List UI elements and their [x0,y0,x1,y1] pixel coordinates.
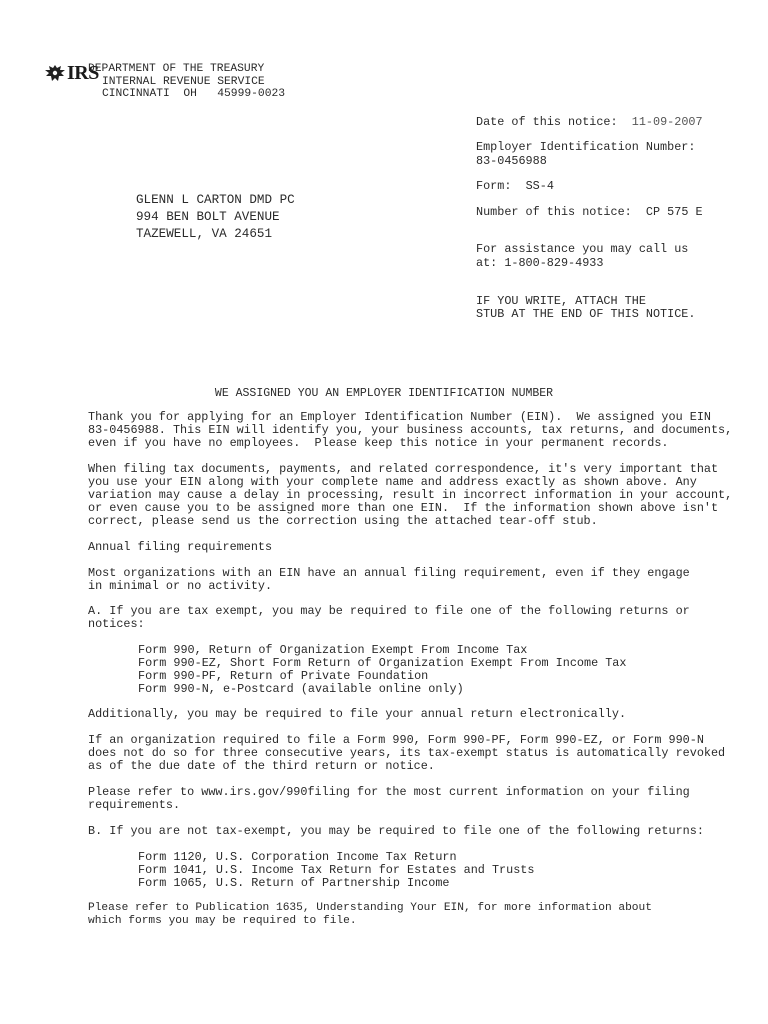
ein-label: Employer Identification Number: [476,140,696,154]
list-item: Form 1065, U.S. Return of Partnership Income [138,876,450,890]
paragraph-refer-990filing: Please refer to www.irs.gov/990filing for the most current information on your filing requirements. [88,785,690,812]
recipient-line: GLENN L CARTON DMD PC [136,193,295,207]
paragraph-electronic-filing: Additionally, you may be required to file your annual return electronically. [88,707,627,721]
eagle-icon [44,64,66,84]
paragraph-annual-requirement: Most organizations with an EIN have an annual filing requirement, even if they engage in minimal or no activity. [88,566,690,593]
recipient-line: TAZEWELL, VA 24651 [136,227,273,241]
list-exempt-forms [138,644,626,696]
section-heading-annual-filing: Annual filing requirements [88,540,273,554]
agency-line: DEPARTMENT OF THE TREASURY [88,63,265,75]
paragraph-use-ein: When filing tax documents, payments, and related correspondence, it's very important that you use your EIN along with your complete name and address exactly as shown above. Any variation may cause a delay in processing, result in incorrect information in your account, or even cause you to be assigned more than one EIN. If the information shown above isn't correct, please send us the correction using the attached tear-off stub. [88,462,733,528]
notice-date-label: Date of this notice: [476,115,618,129]
list-item: Form 990, Return of Organization Exempt From Income Tax [138,643,528,657]
agency-line: CINCINNATI OH 45999-0023 [102,88,286,100]
agency-line: INTERNAL REVENUE SERVICE [102,75,265,88]
paragraph-tax-exempt: A. If you are tax exempt, you may be required to file one of the following returns or notices: [88,604,690,631]
form-type [476,180,554,193]
form-value: SS-4 [525,179,554,193]
agency-address [88,63,285,101]
list-item: Form 990-EZ, Short Form Return of Organization Exempt From Income Tax [138,656,627,670]
paragraph-revocation: If an organization required to file a Form 990, Form 990-PF, Form 990-EZ, or Form 990-N does not do so for three consecutive years, its tax-exempt status is automatically revoked as of the due date of the third return or notice. [88,733,726,773]
paragraph-ein-assigned: Thank you for applying for an Employer Identification Number (EIN). We assigned you EIN 83-0456988. This EIN will identify you, your business accounts, tax returns, and documents, even if you have no employees. Please keep this notice in your permanent records. [88,410,733,450]
notice-number-value: CP 575 E [645,205,703,219]
assistance-line-2: at: 1-800-829-4933 [476,256,604,270]
write-instruction-1: IF YOU WRITE, ATTACH THE [476,294,646,308]
notice-number [476,206,703,219]
paragraph-not-tax-exempt: B. If you are not tax-exempt, you may be required to file one of the following returns: [88,824,704,838]
ein-value: 83-0456988 [476,154,547,168]
list-item: Form 990-N, e-Postcard (available online only) [138,682,464,696]
logo-text: IRS [67,62,99,84]
notice-date [476,116,703,129]
paragraph-publication-1635: Please refer to Publication 1635, Understanding Your EIN, for more information about which forms you may be required to file. [88,902,652,927]
write-instruction-2: STUB AT THE END OF THIS NOTICE. [476,307,696,321]
recipient-line: 994 BEN BOLT AVENUE [136,210,280,224]
list-nonexempt-forms [138,851,534,890]
notice-number-label: Number of this notice: [476,205,632,219]
list-item: Form 990-PF, Return of Private Foundation [138,669,429,683]
list-item: Form 1120, U.S. Corporation Income Tax Return [138,850,457,864]
list-item: Form 1041, U.S. Income Tax Return for Estates and Trusts [138,863,535,877]
assistance-line-1: For assistance you may call us [476,242,689,256]
notice-title: WE ASSIGNED YOU AN EMPLOYER IDENTIFICATION NUMBER [214,387,554,400]
form-label: Form: [476,179,512,193]
notice-date-value: 11-09-2007 [631,115,703,129]
recipient-address [136,192,295,243]
